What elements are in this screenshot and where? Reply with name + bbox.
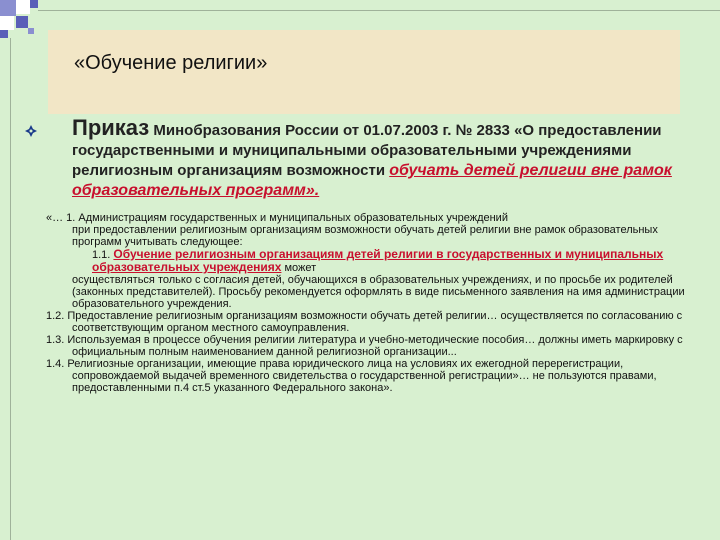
left-divider (10, 38, 11, 540)
item-1-1 (46, 248, 696, 274)
item-1-4: 1.4. Религиозные организации, имеющие права юридического лица на условиях их ежегодной перерегистрации, сопровождаемой выдачей временного свидетельства о государственной регистрации»… не пользуются правами, предоставленными п.4 ст.5 указанного Федерального закона». (46, 358, 657, 394)
item-1-1-tail: может (284, 262, 317, 274)
item-1-1-highlight: Обучение религиозным организациям детей религии в государственных и муниципальных образовательных учреждениях (92, 247, 664, 274)
excerpt-intro: «… 1. Администрациям государственных и муниципальных образовательных учреждений (46, 212, 508, 224)
order-date-number: от 01.07.2003 г. № 2833 «О (343, 122, 535, 139)
order-paragraph (72, 115, 692, 201)
corner-decoration (0, 16, 14, 30)
item-1-2: 1.2. Предоставление религиозным организациям возможности обучать детей религии… осуществляется по согласованию с соответствующим органом местного самоуправления. (46, 310, 683, 334)
corner-decoration (28, 28, 34, 34)
corner-decoration (0, 30, 8, 38)
item-1-3: 1.3. Используемая в процессе обучения религии литература и учебно-методические пособия… должны иметь маркировку с официальным полным наименованием данной религиозной организации... (46, 334, 683, 358)
corner-decoration (30, 0, 38, 8)
excerpt-intro-continued: при предоставлении религиозным организациям возможности обучать детей религии вне рамок образовательных программ учитывать следующее: (72, 224, 658, 248)
corner-decoration (16, 16, 28, 28)
corner-decoration (16, 0, 30, 14)
order-excerpt (46, 212, 696, 394)
item-1-1-number: 1.1. (92, 249, 111, 261)
order-word: Приказ (72, 115, 150, 140)
slide-title: «Обучение религии» (74, 52, 268, 74)
order-highlight: обучать детей религии вне рамок образовательных программ». (72, 162, 672, 199)
order-text: предоставлении государственными и муниципальными образовательными учреждениями религиозным организациям возможности (72, 122, 662, 179)
corner-decoration (0, 0, 16, 16)
item-1-1-continued: осуществляться только с согласия детей, обучающихся в образовательных учреждениях, и по просьбе их родителей (законных представителей). Просьбу рекомендуется оформлять в виде письменного заявления на имя администрации образовательного учреждения. (72, 274, 685, 310)
diamond-bullet-icon (24, 124, 38, 138)
top-divider (38, 10, 720, 11)
title-panel (48, 30, 680, 114)
order-ministry: Минобразования России (153, 122, 339, 139)
